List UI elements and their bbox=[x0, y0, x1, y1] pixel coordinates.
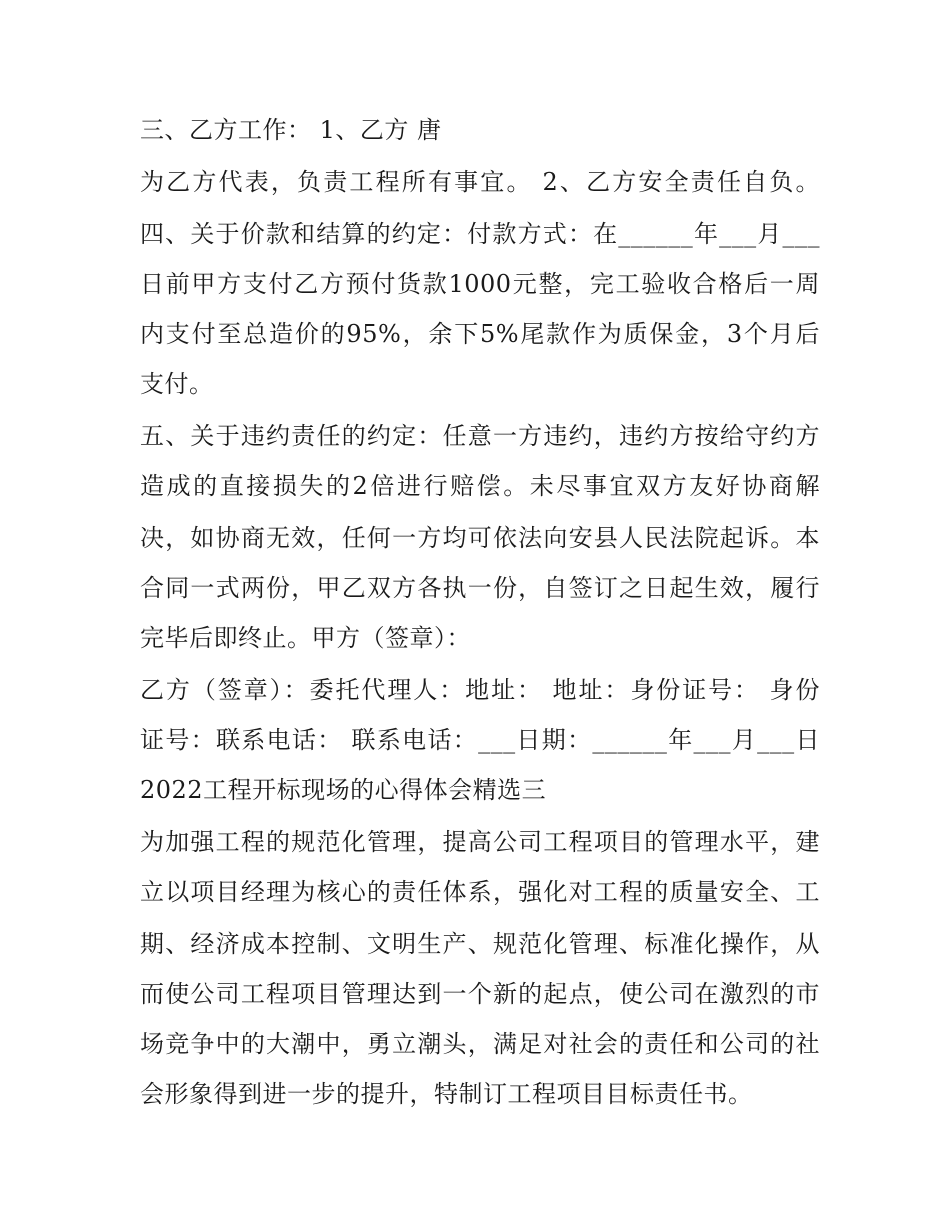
text-line: 决，如协商无效，任何一方均可依法向安县人民法院起诉。本 bbox=[140, 524, 820, 552]
text-line: 支付。 bbox=[140, 370, 214, 398]
text-line: 期、经济成本控制、文明生产、规范化管理、标准化操作，从 bbox=[140, 930, 820, 958]
text-line: 为加强工程的规范化管理，提高公司工程项目的管理水平，建 bbox=[140, 828, 820, 856]
text-line: 场竞争中的大潮中，勇立潮头，满足对社会的责任和公司的社 bbox=[140, 1030, 820, 1058]
text-line: 三、乙方工作： 1、乙方 唐 bbox=[140, 116, 442, 144]
text-line: 乙方（签章）：委托代理人：地址： 地址：身份证号： 身份 bbox=[140, 676, 820, 704]
text-line: 为乙方代表，负责工程所有事宜。 2、乙方安全责任自负。 bbox=[140, 168, 820, 196]
section-heading: 2022工程开标现场的心得体会精选三 bbox=[140, 776, 547, 804]
text-line: 四、关于价款和结算的约定：付款方式：在______年___月___ bbox=[140, 220, 820, 248]
text-line: 立以项目经理为核心的责任体系，强化对工程的质量安全、工 bbox=[140, 878, 820, 906]
text-line: 证号：联系电话： 联系电话：___日期：______年___月___日 bbox=[140, 726, 820, 754]
text-line: 而使公司工程项目管理达到一个新的起点，使公司在激烈的市 bbox=[140, 980, 820, 1008]
text-line: 合同一式两份，甲乙双方各执一份，自签订之日起生效，履行 bbox=[140, 574, 820, 602]
text-line: 完毕后即终止。甲方（签章）： bbox=[140, 624, 471, 652]
text-line: 内支付至总造价的95%，余下5%尾款作为质保金，3个月后 bbox=[140, 320, 820, 348]
text-line: 会形象得到进一步的提升，特制订工程项目目标责任书。 bbox=[140, 1080, 753, 1108]
text-line: 五、关于违约责任的约定：任意一方违约，违约方按给守约方 bbox=[140, 422, 820, 450]
text-line: 造成的直接损失的2倍进行赔偿。未尽事宜双方友好协商解 bbox=[140, 472, 820, 500]
text-line: 日前甲方支付乙方预付货款1000元整，完工验收合格后一周 bbox=[140, 270, 820, 298]
